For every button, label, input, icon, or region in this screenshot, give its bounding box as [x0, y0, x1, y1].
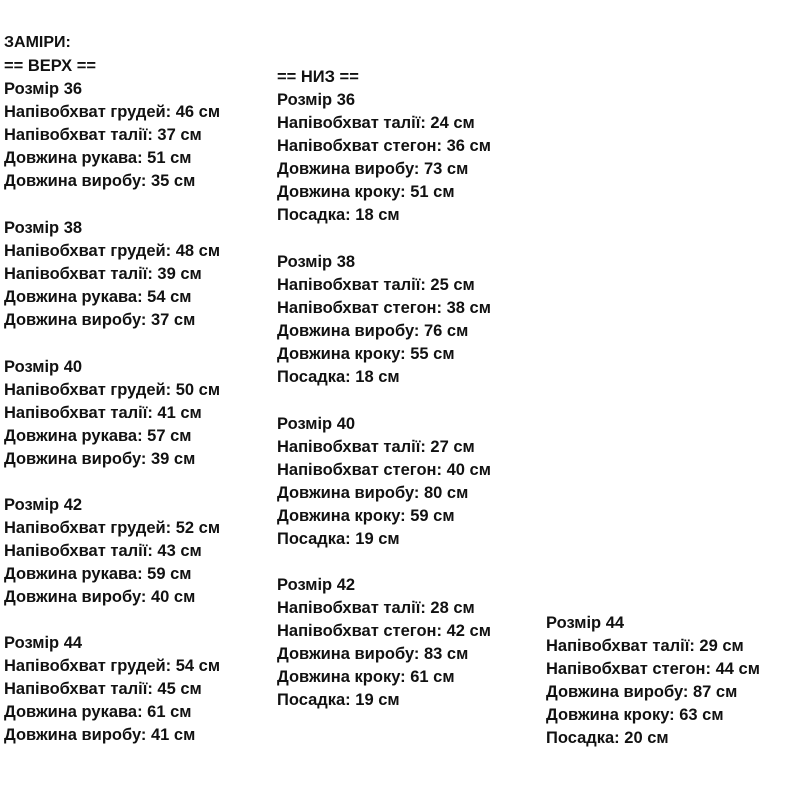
bottom-size-label: Розмір 38 [277, 253, 356, 271]
bottom-size-label: Розмір 36 [277, 91, 356, 109]
bottom-rise: Посадка: 18 см [277, 206, 400, 224]
top-length: Довжина виробу: 37 см [4, 311, 196, 329]
top-chest: Напівобхват грудей: 46 см [4, 103, 221, 121]
top-waist: Напівобхват талії: 43 см [4, 542, 202, 560]
bottom-waist: Напівобхват талії: 27 см [277, 438, 475, 456]
bottom-inseam: Довжина кроку: 63 см [546, 706, 724, 724]
top-length: Довжина виробу: 40 см [4, 588, 196, 606]
bottom-waist: Напівобхват талії: 28 см [277, 599, 475, 617]
bottom-size-label: Розмір 44 [546, 614, 625, 632]
top-sleeve: Довжина рукава: 51 см [4, 149, 192, 167]
bottom-hips: Напівобхват стегон: 36 см [277, 137, 491, 155]
bottom-heading: == НИЗ == [277, 68, 359, 86]
bottom-waist: Напівобхват талії: 24 см [277, 114, 475, 132]
top-chest: Напівобхват грудей: 54 см [4, 657, 221, 675]
bottom-inseam: Довжина кроку: 55 см [277, 345, 455, 363]
bottom-length: Довжина виробу: 83 см [277, 645, 469, 663]
top-waist: Напівобхват талії: 39 см [4, 265, 202, 283]
bottom-length: Довжина виробу: 87 см [546, 683, 738, 701]
bottom-rise: Посадка: 20 см [546, 729, 669, 747]
bottom-length: Довжина виробу: 80 см [277, 484, 469, 502]
top-size-label: Розмір 44 [4, 634, 83, 652]
top-waist: Напівобхват талії: 41 см [4, 404, 202, 422]
top-length: Довжина виробу: 35 см [4, 172, 196, 190]
bottom-length: Довжина виробу: 76 см [277, 322, 469, 340]
top-waist: Напівобхват талії: 37 см [4, 126, 202, 144]
bottom-hips: Напівобхват стегон: 38 см [277, 299, 491, 317]
top-sleeve: Довжина рукава: 61 см [4, 703, 192, 721]
top-size-label: Розмір 38 [4, 219, 83, 237]
top-size-label: Розмір 42 [4, 496, 83, 514]
page-title: ЗАМІРИ: [4, 34, 71, 51]
top-chest: Напівобхват грудей: 52 см [4, 519, 221, 537]
bottom-inseam: Довжина кроку: 51 см [277, 183, 455, 201]
bottom-waist: Напівобхват талії: 29 см [546, 637, 744, 655]
top-size-label: Розмір 40 [4, 358, 83, 376]
bottom-rise: Посадка: 19 см [277, 691, 400, 709]
top-sleeve: Довжина рукава: 57 см [4, 427, 192, 445]
top-length: Довжина виробу: 39 см [4, 450, 196, 468]
top-sleeve: Довжина рукава: 54 см [4, 288, 192, 306]
bottom-hips: Напівобхват стегон: 44 см [546, 660, 760, 678]
bottom-hips: Напівобхват стегон: 40 см [277, 461, 491, 479]
top-size-label: Розмір 36 [4, 80, 83, 98]
bottom-inseam: Довжина кроку: 59 см [277, 507, 455, 525]
bottom-hips: Напівобхват стегон: 42 см [277, 622, 491, 640]
top-chest: Напівобхват грудей: 48 см [4, 242, 221, 260]
top-heading: == ВЕРХ == [4, 57, 97, 75]
bottom-rise: Посадка: 18 см [277, 368, 400, 386]
bottom-size-label: Розмір 40 [277, 415, 356, 433]
bottom-rise: Посадка: 19 см [277, 530, 400, 548]
top-sleeve: Довжина рукава: 59 см [4, 565, 192, 583]
top-length: Довжина виробу: 41 см [4, 726, 196, 744]
bottom-inseam: Довжина кроку: 61 см [277, 668, 455, 686]
top-chest: Напівобхват грудей: 50 см [4, 381, 221, 399]
bottom-size-label: Розмір 42 [277, 576, 356, 594]
bottom-waist: Напівобхват талії: 25 см [277, 276, 475, 294]
bottom-length: Довжина виробу: 73 см [277, 160, 469, 178]
top-waist: Напівобхват талії: 45 см [4, 680, 202, 698]
